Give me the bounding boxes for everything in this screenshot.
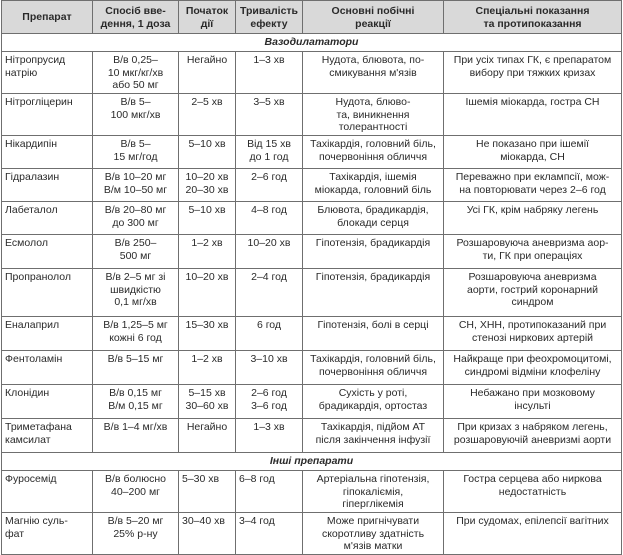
cell-text-line: гіперглікемія <box>342 498 404 510</box>
cell-text-line: Нітропрусид <box>5 54 66 66</box>
cell-text-line: Клонідин <box>5 387 50 399</box>
cell-text-line: Тахікардія, ішемія <box>329 171 417 183</box>
cell-text-line: 5–15 хв <box>188 387 226 399</box>
cell-indications <box>444 202 622 235</box>
cell-side-effects <box>303 419 444 453</box>
cell-drug <box>2 317 93 351</box>
cell-text-line: м'язів матки <box>343 540 403 552</box>
cell-text-line: Нікардипін <box>5 138 57 150</box>
cell-text-line: гіпокаліємія, <box>342 485 404 498</box>
cell-text-line: 40–200 мг <box>110 485 160 498</box>
cell-text-line: Триметафана <box>5 421 72 433</box>
cell-route <box>93 136 179 169</box>
cell-duration <box>236 419 303 453</box>
cell-text-line: 30–40 хв <box>182 515 225 527</box>
cell-text-line: В/в болюсно <box>105 473 166 485</box>
cell-text-line: камсилат <box>5 433 51 446</box>
cell-text-line: 5–10 хв <box>188 204 226 216</box>
cell-text-line: 6–8 год <box>239 473 275 485</box>
cell-text-line: Сухість у роті, <box>338 387 408 399</box>
cell-text-line: 10 мкг/кг/хв <box>107 66 164 79</box>
cell-route <box>93 351 179 385</box>
cell-text-line: Спеціальні показання <box>475 5 590 17</box>
cell-onset <box>179 52 236 94</box>
cell-onset <box>179 317 236 351</box>
table-row <box>2 317 622 351</box>
cell-text-line: ефекту <box>250 17 288 30</box>
cell-route <box>93 235 179 269</box>
cell-duration <box>236 235 303 269</box>
cell-indications <box>444 94 622 136</box>
cell-text-line: до 300 мг <box>112 216 159 229</box>
cell-text-line: В/в 20–80 мг <box>104 204 167 216</box>
cell-drug <box>2 94 93 136</box>
section-row-other-drugs <box>2 453 622 471</box>
cell-side-effects <box>303 513 444 555</box>
table-row <box>2 94 622 136</box>
header-duration <box>236 1 303 34</box>
cell-text-line: 2–5 хв <box>191 96 223 108</box>
cell-indications <box>444 169 622 202</box>
cell-text-line: СН, ХНН, протипоказаний при <box>458 319 607 331</box>
cell-text-line: ти, ГК при операціях <box>482 249 583 262</box>
cell-drug <box>2 419 93 453</box>
cell-onset <box>179 513 236 555</box>
cell-onset <box>179 169 236 202</box>
cell-text-line: дії <box>200 17 214 30</box>
cell-text-line: аорти, гострий коронарний <box>466 283 599 296</box>
cell-text-line: 100 мкг/хв <box>110 108 161 121</box>
cell-text-line: кожні 6 год <box>109 331 162 344</box>
cell-side-effects <box>303 269 444 317</box>
cell-text-line: 2–4 год <box>251 271 287 283</box>
cell-route <box>93 202 179 235</box>
cell-text-line: В/в 1–4 мг/хв <box>103 421 168 433</box>
cell-text-line: Нітрогліцерин <box>5 96 73 108</box>
cell-drug <box>2 471 93 513</box>
cell-text-line: В/м 10–50 мг <box>103 183 168 196</box>
cell-text-line: В/в 5– <box>120 96 151 108</box>
cell-text-line: Гідралазин <box>5 171 60 183</box>
cell-text-line: 10–20 хв <box>185 271 229 283</box>
section-title: Інші препарати <box>2 453 622 471</box>
table-row <box>2 269 622 317</box>
cell-drug <box>2 351 93 385</box>
cell-text-line: 1–2 хв <box>191 353 223 365</box>
cell-text-line: блокади серця <box>337 216 409 229</box>
cell-indications <box>444 385 622 419</box>
cell-duration <box>236 202 303 235</box>
cell-text-line: 10–20 хв <box>185 171 229 183</box>
cell-text-line: Нудота, блюво- <box>335 96 411 108</box>
cell-text-line: або 50 мг <box>112 79 159 91</box>
cell-text-line: Нудота, блювота, по- <box>321 54 425 66</box>
cell-text-line: Небажано при мозковому <box>470 387 595 399</box>
cell-drug <box>2 235 93 269</box>
cell-text-line: Гіпотензія, болі в серці <box>317 319 429 331</box>
cell-text-line: В/в 0,25– <box>113 54 158 66</box>
cell-drug <box>2 513 93 555</box>
cell-onset <box>179 235 236 269</box>
cell-text-line: 30–60 хв <box>185 399 229 412</box>
cell-route <box>93 317 179 351</box>
cell-text-line: Найкраще при феохромоцитомі, <box>453 353 612 365</box>
cell-indications <box>444 351 622 385</box>
cell-text-line: 3–6 год <box>251 399 287 412</box>
cell-text-line: 3–4 год <box>239 515 275 527</box>
cell-text-line: 2–6 год <box>251 171 287 183</box>
antihypertensive-drugs-table <box>1 0 622 555</box>
header-row <box>2 1 622 34</box>
cell-onset <box>179 351 236 385</box>
cell-text-line: Артеріальна гіпотензія, <box>316 473 430 485</box>
cell-drug <box>2 52 93 94</box>
table-row <box>2 202 622 235</box>
cell-text-line: В/в 5– <box>120 138 151 150</box>
cell-text-line: міокарда, головний біль <box>314 183 432 196</box>
cell-text-line: Початок <box>185 5 229 17</box>
section-title: Вазодилататори <box>2 34 622 52</box>
table-row <box>2 235 622 269</box>
cell-duration <box>236 169 303 202</box>
cell-text-line: 500 мг <box>119 249 152 262</box>
table-row <box>2 169 622 202</box>
cell-text-line: толерантності <box>338 121 408 133</box>
cell-text-line: Розшаровуюча аневризма аор- <box>456 237 609 249</box>
cell-text-line: стенозі ниркових артерій <box>471 331 594 344</box>
cell-text-line: В/в 250– <box>114 237 157 249</box>
cell-duration <box>236 471 303 513</box>
cell-indications <box>444 317 622 351</box>
cell-text-line: 1–3 хв <box>253 421 285 433</box>
header-indications <box>444 1 622 34</box>
cell-onset <box>179 94 236 136</box>
cell-text-line: Переважно при еклампсії, мож- <box>455 171 610 183</box>
cell-text-line: Еналаприл <box>5 319 60 331</box>
cell-text-line: В/в 2–5 мг зі <box>105 271 166 283</box>
header-onset <box>179 1 236 34</box>
cell-text-line: Лабеталол <box>5 204 58 216</box>
cell-text-line: Усі ГК, крім набряку легень <box>466 204 599 216</box>
table-row <box>2 52 622 94</box>
cell-text-line: Гіпотензія, брадикардія <box>315 271 431 283</box>
cell-side-effects <box>303 235 444 269</box>
cell-onset <box>179 419 236 453</box>
cell-text-line: Блювота, брадикардія, <box>317 204 429 216</box>
cell-indications <box>444 513 622 555</box>
cell-onset <box>179 136 236 169</box>
header-drug <box>2 1 93 34</box>
cell-text-line: 4–8 год <box>251 204 287 216</box>
cell-text-line: Магнію суль- <box>5 515 68 527</box>
cell-indications <box>444 419 622 453</box>
cell-duration <box>236 52 303 94</box>
table-row <box>2 471 622 513</box>
cell-route <box>93 269 179 317</box>
cell-text-line: Тахікардія, головний біль, <box>310 353 436 365</box>
cell-text-line: 15–30 хв <box>185 319 229 331</box>
header-side-effects <box>303 1 444 34</box>
cell-route <box>93 471 179 513</box>
cell-text-line: вибору при тяжких кризах <box>469 66 596 79</box>
cell-text-line: на повторювати через 2–6 год <box>459 183 606 196</box>
cell-duration <box>236 94 303 136</box>
table-row <box>2 385 622 419</box>
cell-side-effects <box>303 94 444 136</box>
cell-text-line: Препарат <box>22 11 72 24</box>
cell-text-line: швидкістю <box>110 283 161 296</box>
cell-text-line: При усіх типах ГК, є препаратом <box>453 54 612 66</box>
cell-drug <box>2 385 93 419</box>
cell-side-effects <box>303 385 444 419</box>
cell-text-line: Може пригнічувати <box>326 515 420 527</box>
cell-route <box>93 385 179 419</box>
cell-text-line: 3–5 хв <box>253 96 285 108</box>
cell-text-line: дення, 1 доза <box>100 17 171 30</box>
cell-text-line: Розшаровуюча аневризма <box>468 271 597 283</box>
section-row-vasodilators <box>2 34 622 52</box>
cell-duration <box>236 351 303 385</box>
cell-text-line: реакції <box>355 17 391 30</box>
cell-text-line: до 1 год <box>249 150 289 163</box>
cell-onset <box>179 269 236 317</box>
cell-text-line: В/в 5–15 мг <box>107 353 164 365</box>
cell-text-line: Есмолол <box>5 237 48 249</box>
cell-text-line: Негайно <box>186 421 228 433</box>
cell-text-line: та, виникнення <box>336 108 410 121</box>
table-row <box>2 136 622 169</box>
cell-text-line: Негайно <box>186 54 228 66</box>
cell-onset <box>179 385 236 419</box>
cell-indications <box>444 471 622 513</box>
cell-text-line: 15 мг/год <box>113 150 158 163</box>
cell-text-line: розшаровуючій аневризмі аорти <box>453 433 612 446</box>
cell-text-line: скоротливу здатність <box>321 527 425 540</box>
cell-text-line: синдром <box>511 296 554 308</box>
cell-text-line: почервоніння обличчя <box>318 365 428 378</box>
cell-side-effects <box>303 351 444 385</box>
cell-text-line: натрію <box>5 66 38 79</box>
cell-duration <box>236 317 303 351</box>
cell-text-line: Фуросемід <box>5 473 57 485</box>
cell-text-line: Основні побічні <box>331 5 415 17</box>
cell-indications <box>444 269 622 317</box>
cell-text-line: синдромі відміни клофеліну <box>464 365 601 378</box>
cell-duration <box>236 269 303 317</box>
cell-text-line: Пропранолол <box>5 271 71 283</box>
cell-text-line: Від 15 хв <box>247 138 291 150</box>
cell-text-line: інсульті <box>514 399 551 412</box>
cell-indications <box>444 136 622 169</box>
cell-onset <box>179 471 236 513</box>
cell-duration <box>236 136 303 169</box>
cell-duration <box>236 385 303 419</box>
cell-text-line: 3–10 хв <box>250 353 288 365</box>
cell-text-line: та протипоказання <box>483 17 582 30</box>
cell-text-line: Спосіб вве- <box>105 5 166 17</box>
cell-text-line: Ішемія міокарда, гостра СН <box>465 96 600 108</box>
cell-indications <box>444 52 622 94</box>
cell-text-line: 20–30 хв <box>185 183 229 196</box>
cell-text-line: Гостра серцева або ниркова <box>463 473 602 485</box>
cell-drug <box>2 169 93 202</box>
cell-text-line: 10–20 хв <box>247 237 291 249</box>
cell-drug <box>2 269 93 317</box>
cell-text-line: Тахікардія, головний біль, <box>310 138 436 150</box>
cell-text-line: Гіпотензія, брадикардія <box>315 237 431 249</box>
cell-onset <box>179 202 236 235</box>
cell-route <box>93 169 179 202</box>
cell-duration <box>236 513 303 555</box>
cell-text-line: В/в 1,25–5 мг <box>103 319 168 331</box>
cell-side-effects <box>303 202 444 235</box>
table-row <box>2 351 622 385</box>
cell-text-line: фат <box>5 527 25 540</box>
cell-drug <box>2 202 93 235</box>
cell-text-line: почервоніння обличчя <box>318 150 428 163</box>
header-route-dose <box>93 1 179 34</box>
cell-route <box>93 94 179 136</box>
cell-side-effects <box>303 169 444 202</box>
cell-text-line: 6 год <box>256 319 282 331</box>
cell-drug <box>2 136 93 169</box>
cell-text-line: 1–3 хв <box>253 54 285 66</box>
cell-route <box>93 52 179 94</box>
cell-text-line: 2–6 год <box>251 387 287 399</box>
cell-text-line: В/в 0,15 мг <box>109 387 162 399</box>
cell-text-line: При судомах, епілепсії вагітних <box>456 515 609 527</box>
cell-text-line: 5–30 хв <box>182 473 220 485</box>
cell-route <box>93 513 179 555</box>
cell-route <box>93 419 179 453</box>
cell-text-line: В/в 5–20 мг <box>107 515 164 527</box>
cell-text-line: 5–10 хв <box>188 138 226 150</box>
table-row <box>2 419 622 453</box>
cell-text-line: брадикардія, ортостаз <box>318 399 428 412</box>
cell-text-line: Фентоламін <box>5 353 63 365</box>
cell-text-line: 25% р-ну <box>113 527 158 540</box>
cell-text-line: При кризах з набряком легень, <box>457 421 608 433</box>
table-row <box>2 513 622 555</box>
cell-text-line: 0,1 мг/хв <box>114 296 157 308</box>
cell-side-effects <box>303 471 444 513</box>
cell-text-line: В/в 10–20 мг <box>104 171 167 183</box>
cell-text-line: В/м 0,15 мг <box>108 399 163 412</box>
cell-text-line: Не показано при ішемії <box>476 138 589 150</box>
cell-text-line: міокарда, СН <box>500 150 565 163</box>
cell-text-line: Тривалість <box>239 5 299 17</box>
cell-text-line: Тахікардія, підйом АТ <box>320 421 426 433</box>
cell-indications <box>444 235 622 269</box>
cell-text-line: смикування м'язів <box>329 66 417 79</box>
cell-text-line: недостатність <box>498 485 567 498</box>
cell-text-line: після закінчення інфузії <box>315 433 431 446</box>
cell-text-line: 1–2 хв <box>191 237 223 249</box>
cell-side-effects <box>303 317 444 351</box>
cell-side-effects <box>303 136 444 169</box>
cell-side-effects <box>303 52 444 94</box>
